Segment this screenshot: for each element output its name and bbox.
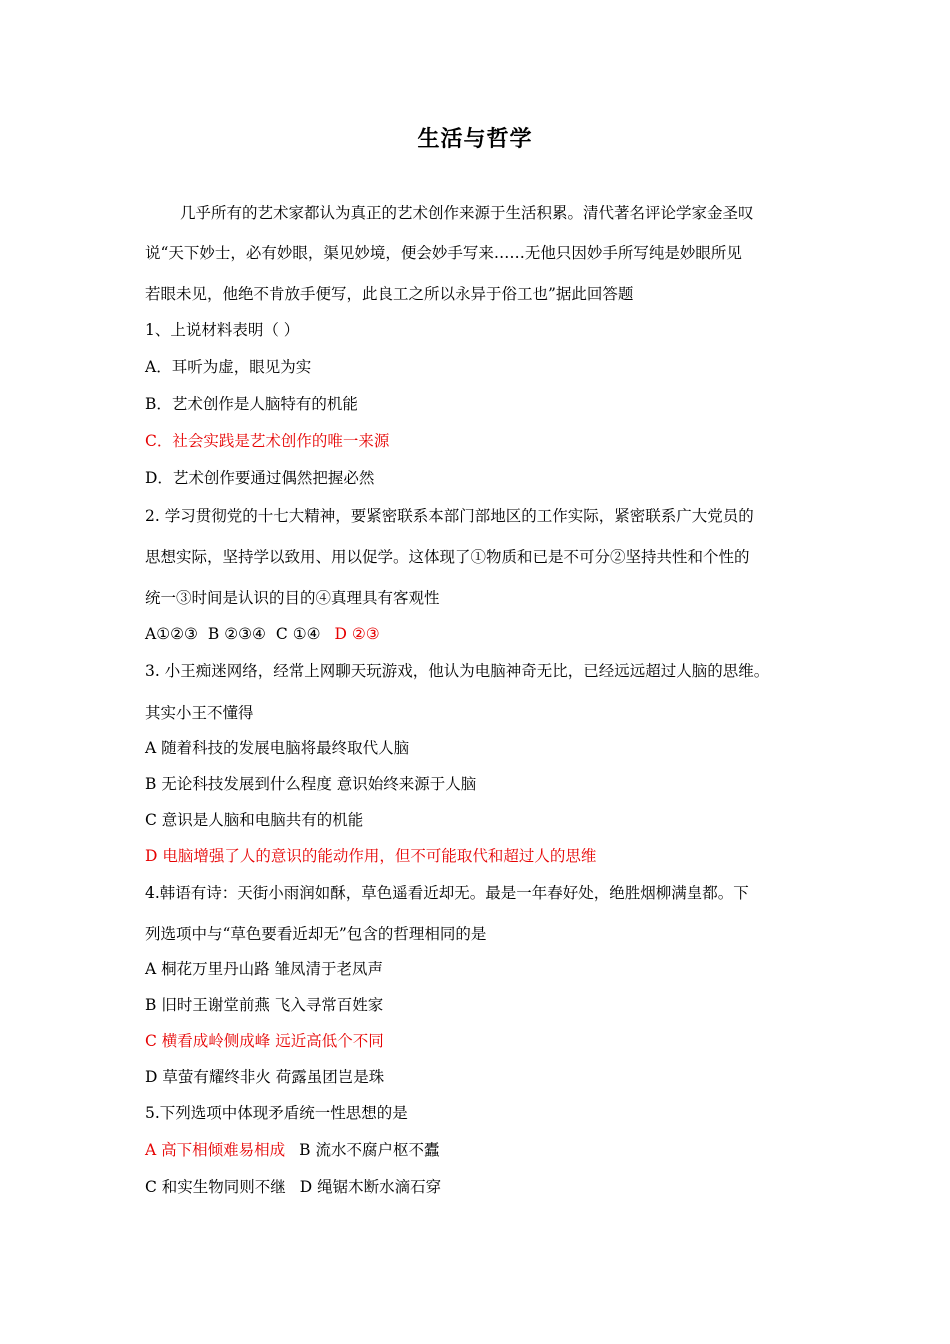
- q2-options: [145, 624, 380, 644]
- q4-option-b: B 旧时王谢堂前燕 飞入寻常百姓家: [145, 996, 384, 1014]
- q4-option-d: D 草萤有耀终非火 荷露虽团岂是珠: [145, 1068, 385, 1086]
- q3-stem-line-1: 3. 小王痴迷网络，经常上网聊天玩游戏，他认为电脑神奇无比，已经远远超过人脑的思维。: [145, 662, 770, 680]
- q2-option-d-answer: D ②③: [334, 625, 380, 643]
- q1-option-c-answer: C．社会实践是艺术创作的唯一来源: [145, 432, 390, 450]
- q5-option-a-answer: A 高下相倾难易相成: [145, 1141, 286, 1159]
- q3-option-b: B 无论科技发展到什么程度 意识始终来源于人脑: [145, 775, 477, 793]
- q2-stem-line-2: 思想实际，坚持学以致用、用以促学。这体现了①物质和已是不可分②坚持共性和个性的: [145, 548, 750, 566]
- q2-stem-line-1: 2. 学习贯彻党的十七大精神，要紧密联系本部门部地区的工作实际，紧密联系广大党员的: [145, 507, 754, 525]
- q4-option-a: A 桐花万里丹山路 雏凤清于老凤声: [145, 960, 384, 978]
- q1-option-a: A．耳听为虚，眼见为实: [145, 358, 312, 376]
- q2-option-c: C ①④: [275, 625, 321, 643]
- q2-stem-line-3: 统一③时间是认识的目的④真理具有客观性: [145, 589, 440, 607]
- page-title: 生活与哲学: [417, 126, 533, 152]
- q3-stem-line-2: 其实小王不懂得: [145, 704, 254, 722]
- q5-option-b: B 流水不腐户枢不蠹: [299, 1141, 440, 1159]
- q5-options-row-1: [145, 1140, 439, 1160]
- q2-option-b: B ②③④: [207, 625, 266, 643]
- intro-line-2: 说“天下妙士，必有妙眼，渠见妙境，便会妙手写来……无他只因妙手所写纯是妙眼所见: [145, 244, 742, 262]
- intro-line-1: 几乎所有的艺术家都认为真正的艺术创作来源于生活积累。清代著名评论学家金圣叹: [180, 204, 754, 222]
- q1-stem: 1、上说材料表明（ ）: [145, 321, 300, 339]
- q5-options-row-2: [145, 1177, 441, 1197]
- q5-option-d: D 绳锯木断水滴石穿: [299, 1178, 442, 1196]
- q3-option-d-answer: D 电脑增强了人的意识的能动作用，但不可能取代和超过人的思维: [145, 847, 597, 865]
- q2-option-a: A①②③: [145, 625, 198, 643]
- q3-option-a: A 随着科技的发展电脑将最终取代人脑: [145, 739, 410, 757]
- q4-option-c-answer: C 横看成岭侧成峰 远近高低个不同: [145, 1032, 384, 1050]
- q4-stem-line-1: 4.韩语有诗：天街小雨润如酥，草色遥看近却无。最是一年春好处，绝胜烟柳满皇都。下: [145, 884, 749, 902]
- q5-option-c: C 和实生物同则不继: [145, 1178, 286, 1196]
- intro-line-3: 若眼未见，他绝不肯放手便写，此良工之所以永异于俗工也”据此回答题: [145, 285, 634, 303]
- q4-stem-line-2: 列选项中与“草色要看近却无”包含的哲理相同的是: [145, 925, 487, 943]
- q1-option-b: B．艺术创作是人脑特有的机能: [145, 395, 358, 413]
- q3-option-c: C 意识是人脑和电脑共有的机能: [145, 811, 364, 829]
- q5-stem: 5.下列选项中体现矛盾统一性思想的是: [145, 1104, 408, 1122]
- q1-option-d: D．艺术创作要通过偶然把握必然: [145, 469, 375, 487]
